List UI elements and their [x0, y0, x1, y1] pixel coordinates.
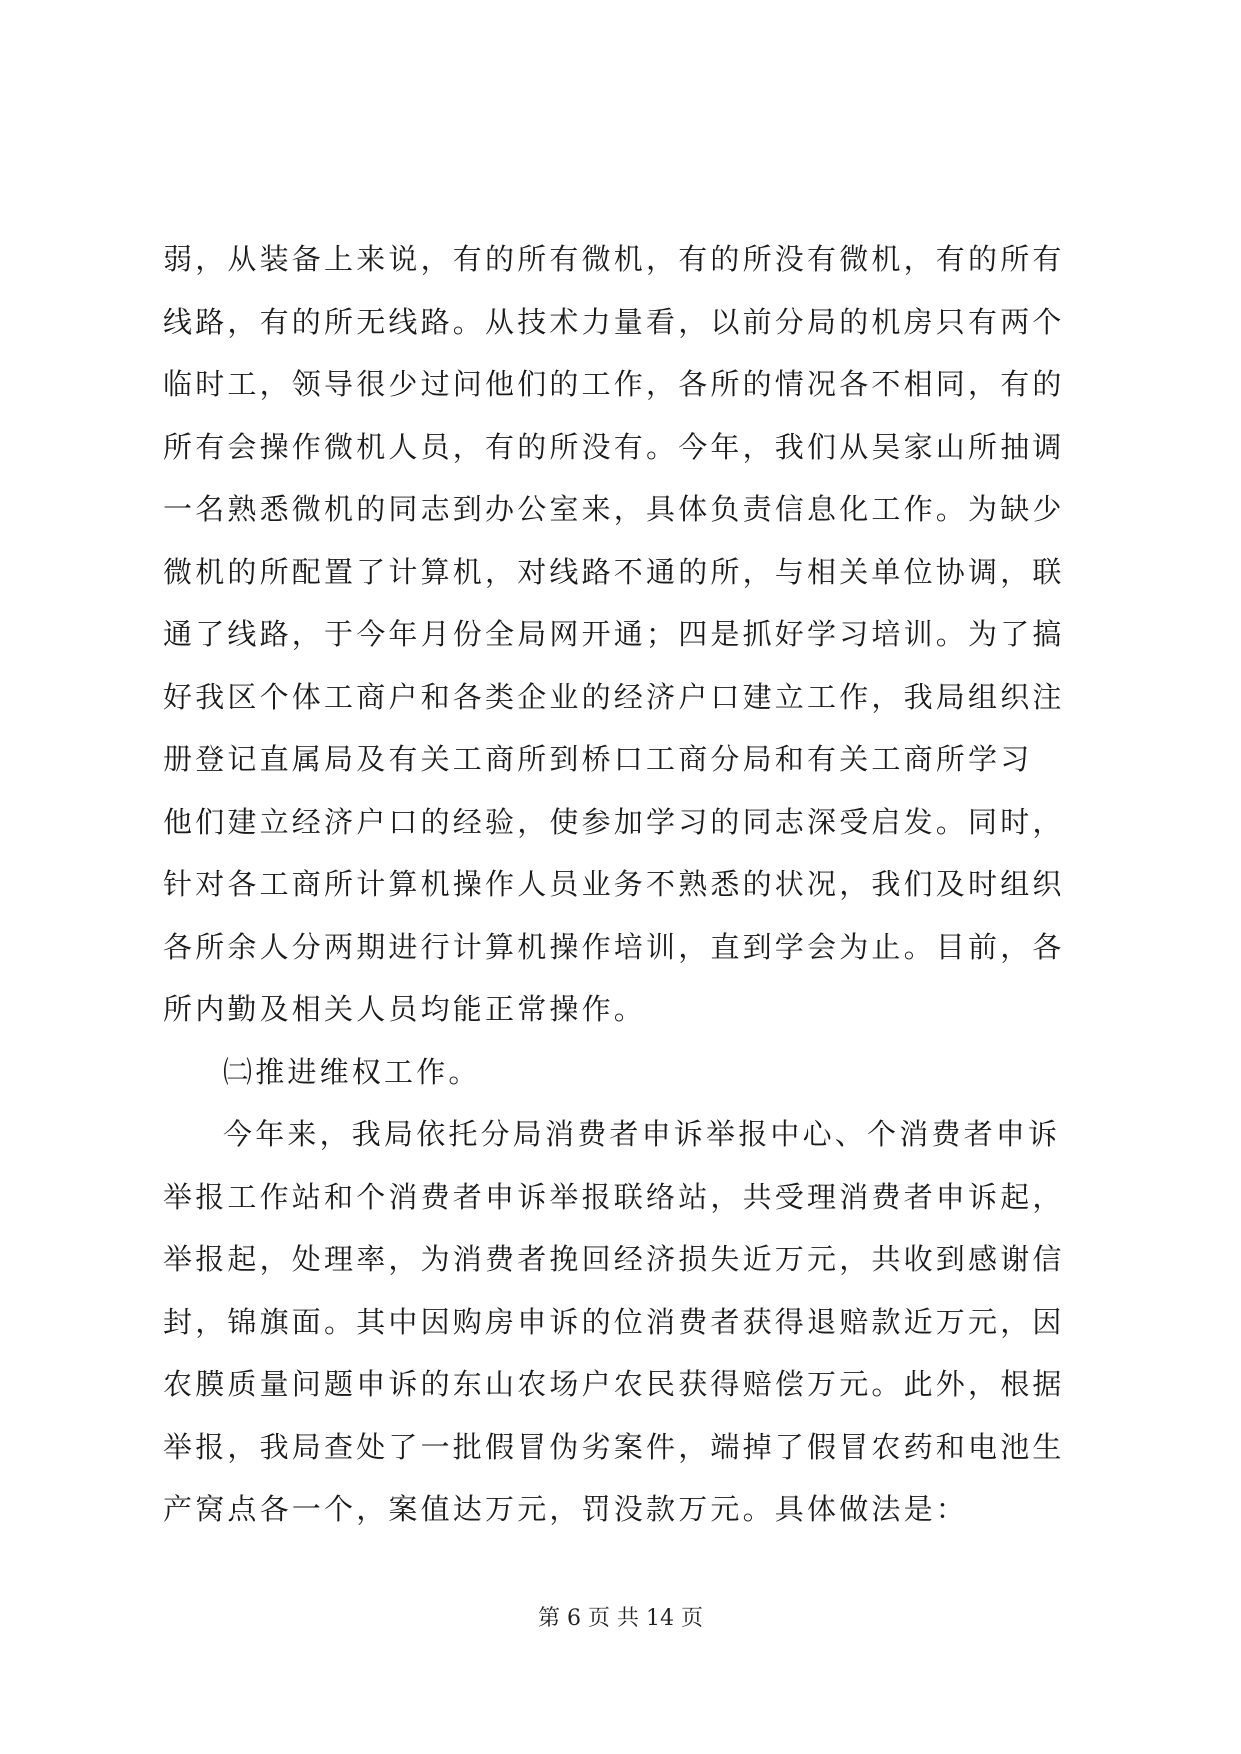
text-line: 各所余人分两期进行计算机操作培训，直到学会为止。目前，各: [163, 929, 1065, 964]
text-line: 线路，有的所无线路。从技术力量看，以前分局的机房只有两个: [163, 304, 1065, 339]
text-line: 针对各工商所计算机操作人员业务不熟悉的状况，我们及时组织: [163, 867, 1065, 901]
text-line: 举报工作站和个消费者申诉举报联络站，共受理消费者申诉起，: [163, 1179, 1065, 1214]
text-line: 今年来，我局依托分局消费者申诉举报中心、个消费者申诉: [223, 1117, 1061, 1151]
text-line: 产窝点各一个，案值达万元，罚没款万元。具体做法是：: [163, 1492, 969, 1526]
text-line: 举报，我局查处了一批假冒伪劣案件，端掉了假冒农药和电池生: [163, 1429, 1065, 1464]
text-line: 通了线路，于今年月份全局网开通；四是抓好学习培训。为了搞: [163, 617, 1065, 651]
text-line: 册登记直属局及有关工商所到桥口工商分局和有关工商所学习: [163, 742, 1033, 776]
text-line: 他们建立经济户口的经验，使参加学习的同志深受启发。同时，: [163, 804, 1065, 839]
page-number-footer: 第 6 页 共 14 页: [538, 1606, 703, 1631]
text-line: 一名熟悉微机的同志到办公室来，具体负责信息化工作。为缺少: [163, 492, 1065, 526]
text-line: 所内勤及相关人员均能正常操作。: [163, 992, 647, 1026]
body-text: [163, 228, 1083, 1541]
text-line: 举报起，处理率，为消费者挽回经济损失近万元，共收到感谢信: [163, 1242, 1065, 1276]
text-line: 所有会操作微机人员，有的所没有。今年，我们从吴家山所抽调: [163, 429, 1065, 464]
text-line: 临时工，领导很少过问他们的工作，各所的情况各不相同，有的: [163, 367, 1065, 401]
text-line: 封，锦旗面。其中因购房申诉的位消费者获得退赔款近万元，因: [163, 1304, 1065, 1339]
text-line: 好我区个体工商户和各类企业的经济户口建立工作，我局组织注: [163, 679, 1065, 714]
text-line: 农膜质量问题申诉的东山农场户农民获得赔偿万元。此外，根据: [163, 1367, 1065, 1401]
text-line: 弱，从装备上来说，有的所有微机，有的所没有微机，有的所有: [163, 242, 1065, 276]
section-heading: ㈡推进维权工作。: [223, 1054, 481, 1089]
text-line: 微机的所配置了计算机，对线路不通的所，与相关单位协调，联: [163, 554, 1065, 589]
